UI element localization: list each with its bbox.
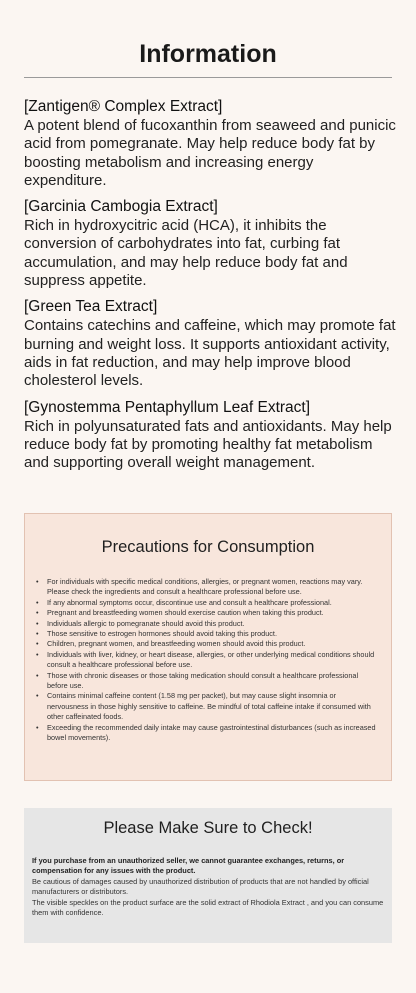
- precaution-item: • Those with chronic diseases or those taking medication should consult a healthcare professional before use.: [35, 671, 379, 692]
- ingredient-name: [Zantigen® Complex Extract]: [24, 98, 223, 115]
- precaution-item: • Individuals allergic to pomegranate should avoid this product.: [35, 619, 379, 629]
- precaution-item: • Children, pregnant women, and breastfeeding women should avoid this product.: [35, 639, 379, 649]
- check-title: Please Make Sure to Check!: [103, 819, 313, 837]
- precaution-item: • If any abnormal symptoms occur, discontinue use and consult a healthcare professional.: [35, 598, 379, 608]
- precautions-box: [24, 513, 392, 781]
- ingredient-entry: [24, 197, 400, 290]
- check-notice-body: [32, 856, 384, 918]
- precaution-item: • Contains minimal caffeine content (1.58 mg per packet), but may cause slight insomnia or nervousness in those highly sensitive to caffeine. Be mindful of total caffeine intake if consumed with other caffeinated foods.: [35, 691, 379, 722]
- precautions-title: Precautions for Consumption: [101, 538, 315, 556]
- page-title: Information: [139, 40, 277, 68]
- ingredient-entry: [24, 398, 400, 473]
- title-divider: [24, 77, 392, 78]
- ingredient-description: Contains catechins and caffeine, which may promote fat burning and weight loss. It supports antioxidant activity, aids in fat reduction, and may help improve blood cholesterol levels.: [24, 317, 396, 390]
- precaution-item: • Pregnant and breastfeeding women should exercise caution when taking this product.: [35, 608, 379, 618]
- check-notice-text: The visible speckles on the product surface are the solid extract of Rhodiola Extract , and you can consume them with confidence.: [32, 897, 384, 918]
- precaution-item: • Individuals with liver, kidney, or heart disease, allergies, or other underlying medical conditions should consult a healthcare professional before use.: [35, 650, 379, 671]
- ingredient-name: [Gynostemma Pentaphyllum Leaf Extract]: [24, 398, 311, 416]
- precaution-item: • Those sensitive to estrogen hormones should avoid taking this product.: [35, 629, 379, 639]
- ingredient-description: Rich in polyunsaturated fats and antioxidants. May help reduce body fat by promoting healthy fat metabolism and supporting overall weight management.: [24, 417, 392, 472]
- ingredient-list: [24, 97, 400, 479]
- precautions-list: [35, 577, 379, 744]
- check-notice-warning: If you purchase from an unauthorized seller, we cannot guarantee exchanges, returns, or compensation for any issues with the product.: [32, 856, 345, 876]
- check-notice-box: [24, 808, 392, 943]
- ingredient-entry: [24, 97, 400, 190]
- ingredient-description: A potent blend of fucoxanthin from seaweed and punicic acid from pomegranate. May help reduce body fat by boosting metabolism and increasing energy expenditure.: [24, 117, 396, 189]
- ingredient-entry: [24, 297, 400, 390]
- precaution-item: • Exceeding the recommended daily intake may cause gastrointestinal disturbances (such as increased bowel movements).: [35, 723, 379, 744]
- precaution-item: • For individuals with specific medical conditions, allergies, or pregnant women, reactions may vary. Please check the ingredients and consult a healthcare professional before use.: [35, 577, 379, 598]
- ingredient-name: [Garcinia Cambogia Extract]: [24, 198, 218, 216]
- ingredient-description: Rich in hydroxycitric acid (HCA), it inhibits the conversion of carbohydrates into fat, curbing fat accumulation, and may help reduce body fat and suppress appetite.: [24, 217, 348, 290]
- check-notice-text: Be cautious of damages caused by unauthorized distribution of products that are not handled by official manufacturers or distributors.: [32, 876, 369, 897]
- ingredient-name: [Green Tea Extract]: [24, 298, 158, 316]
